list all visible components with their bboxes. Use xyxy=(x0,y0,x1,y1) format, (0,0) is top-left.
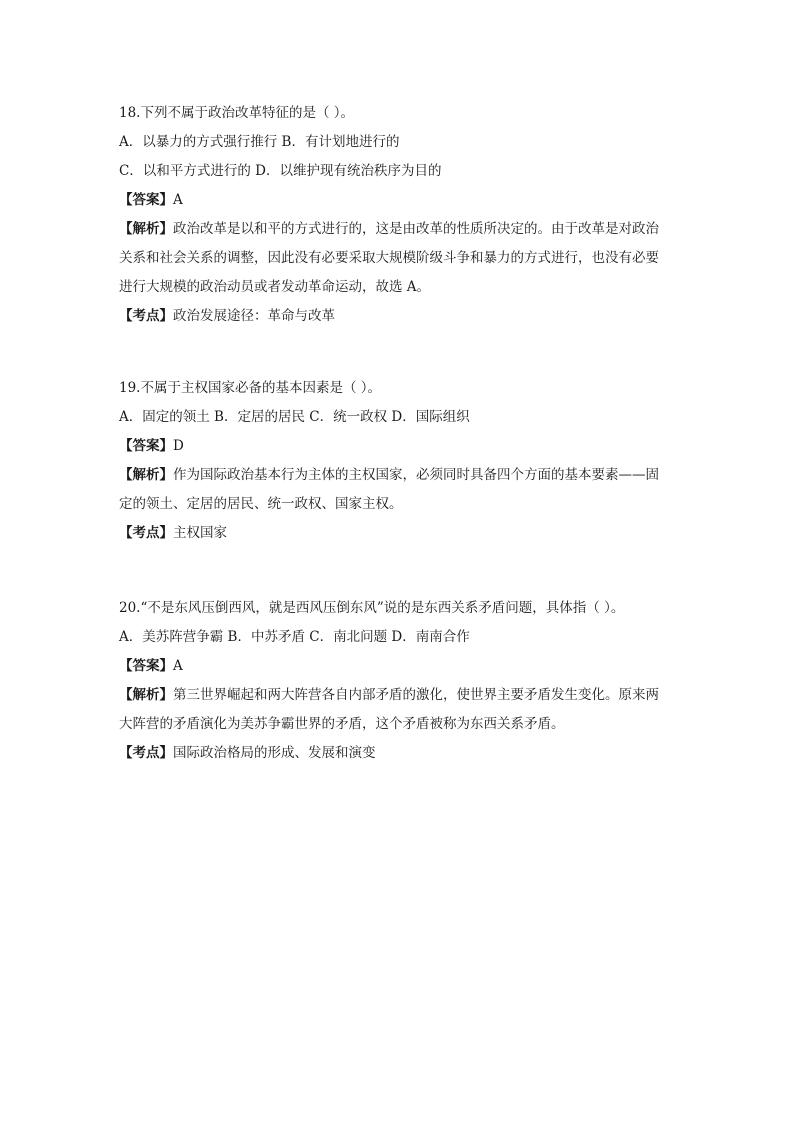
analysis-label: 【解析】 xyxy=(119,687,173,703)
point-line xyxy=(119,307,691,325)
point-label: 【考点】 xyxy=(119,308,173,324)
analysis-label: 【解析】 xyxy=(119,221,173,237)
point-label: 【考点】 xyxy=(119,525,173,541)
point-text: 政治发展途径：革命与改革 xyxy=(173,308,335,324)
answer-label: 【答案】 xyxy=(119,438,173,454)
analysis-line xyxy=(119,220,691,238)
analysis-text: 大阵营的矛盾演化为美苏争霸世界的矛盾，这个矛盾被称为东西关系矛盾。 xyxy=(119,716,565,732)
analysis-line xyxy=(119,466,691,484)
answer-line xyxy=(119,657,691,675)
question-stem: 19.不属于主权国家必备的基本因素是（ ）。 xyxy=(119,380,382,396)
question-stem: 18.下列不属于政治改革特征的是（ ）。 xyxy=(119,105,355,121)
answer-line xyxy=(119,437,691,455)
answer-value: D xyxy=(173,438,184,454)
point-text: 国际政治格局的形成、发展和演变 xyxy=(173,745,376,761)
point-line xyxy=(119,524,691,542)
analysis-text: 作为国际政治基本行为主体的主权国家，必须同时具备四个方面的基本要素——固 xyxy=(173,467,659,483)
question-options: A．固定的领土 B．定居的居民 C．统一政权 D．国际组织 xyxy=(119,409,470,425)
analysis-text: 第三世界崛起和两大阵营各自内部矛盾的激化，使世界主要矛盾发生变化。原来两 xyxy=(173,687,659,703)
question-options: A．美苏阵营争霸 B．中苏矛盾 C．南北问题 D．南南合作 xyxy=(119,629,470,645)
answer-value: A xyxy=(173,658,183,674)
analysis-label: 【解析】 xyxy=(119,467,173,483)
analysis-text: 定的领土、定居的居民、统一政权、国家主权。 xyxy=(119,496,403,512)
question-18 xyxy=(119,104,691,325)
answer-label: 【答案】 xyxy=(119,192,173,208)
question-20 xyxy=(119,599,691,762)
question-options: A．以暴力的方式强行推行 B．有计划地进行的 xyxy=(119,134,400,150)
question-options: C．以和平方式进行的 D．以维护现有统治秩序为目的 xyxy=(119,163,442,179)
analysis-text: 政治改革是以和平的方式进行的，这是由改革的性质所决定的。由于改革是对政治 xyxy=(173,221,659,237)
analysis-text: 关系和社会关系的调整，因此没有必要采取大规模阶级斗争和暴力的方式进行，也没有必要 xyxy=(119,250,659,266)
question-stem: 20.“不是东风压倒西风，就是西风压倒东风”说的是东西关系矛盾问题，具体指（ ）。 xyxy=(119,600,625,616)
analysis-line xyxy=(119,686,691,704)
answer-line xyxy=(119,191,691,209)
point-text: 主权国家 xyxy=(173,525,227,541)
question-19 xyxy=(119,379,691,542)
answer-label: 【答案】 xyxy=(119,658,173,674)
point-line xyxy=(119,744,691,762)
point-label: 【考点】 xyxy=(119,745,173,761)
answer-value: A xyxy=(173,192,183,208)
analysis-text: 进行大规模的政治动员或者发动革命运动，故选 A。 xyxy=(119,279,431,295)
